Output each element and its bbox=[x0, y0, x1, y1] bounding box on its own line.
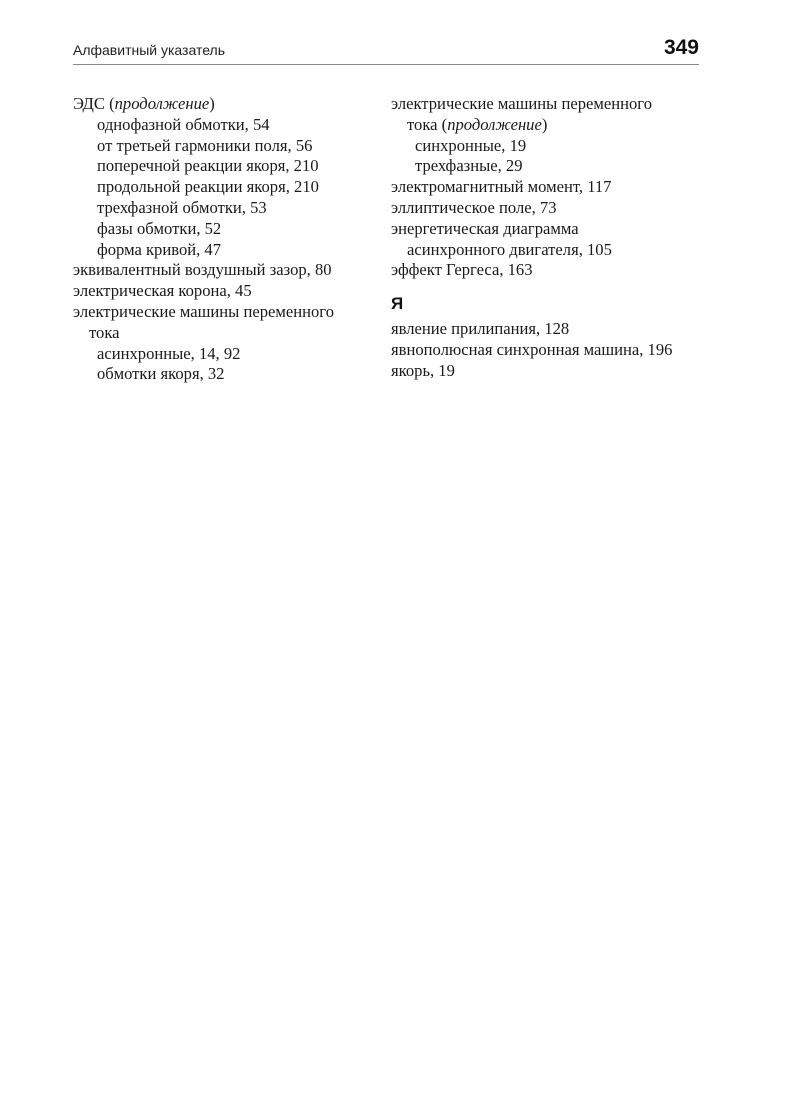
index-entry: якорь, 19 bbox=[391, 360, 455, 380]
index-entry: эквивалентный воздушный зазор, 80 bbox=[73, 260, 332, 280]
index-entry-continuation: асинхронного двигателя, 105 bbox=[407, 239, 612, 259]
index-subentry: поперечной реакции якоря, 210 bbox=[97, 156, 319, 176]
index-entry: явление прилипания, 128 bbox=[391, 319, 570, 339]
index-subentry: синхронные, 19 bbox=[415, 135, 527, 155]
continued-note: продолжение bbox=[447, 114, 542, 134]
index-column-left bbox=[73, 94, 373, 385]
entry-text: ЭДС ( bbox=[73, 94, 115, 113]
index-subentry: от третьей гармоники поля, 56 bbox=[97, 135, 313, 155]
index-subentry: асинхронные, 14, 92 bbox=[97, 343, 241, 363]
index-entry: электрические машины переменного bbox=[391, 94, 652, 113]
running-header bbox=[73, 36, 699, 65]
index-entry: эффект Гергеса, 163 bbox=[391, 260, 533, 280]
index-entry: электрические машины переменного bbox=[73, 301, 334, 321]
page-number: 349 bbox=[663, 36, 699, 59]
section-letter-heading: Я bbox=[391, 294, 404, 314]
index-entry-continuation: тока bbox=[89, 322, 120, 342]
index-entry: электрическая корона, 45 bbox=[73, 281, 252, 301]
continued-note: продолжение bbox=[114, 94, 210, 113]
index-entry: эллиптическое поле, 73 bbox=[391, 197, 557, 217]
index-subentry: трехфазной обмотки, 53 bbox=[97, 197, 267, 217]
index-subentry: продольной реакции якоря, 210 bbox=[97, 177, 319, 197]
index-subentry: форма кривой, 47 bbox=[97, 239, 222, 259]
index-subentry: трехфазные, 29 bbox=[415, 156, 523, 176]
index-subentry: фазы обмотки, 52 bbox=[97, 218, 222, 238]
index-column-right bbox=[391, 94, 711, 382]
header-title: Алфавитный указатель bbox=[73, 42, 225, 58]
entry-text: ) bbox=[541, 114, 548, 134]
index-subentry: однофазной обмотки, 54 bbox=[97, 114, 270, 134]
entry-text: ) bbox=[209, 94, 215, 113]
index-entry: электромагнитный момент, 117 bbox=[391, 177, 612, 197]
entry-text: тока ( bbox=[407, 114, 448, 134]
index-entry-eds bbox=[73, 94, 373, 115]
index-entry: явнополюсная синхронная машина, 196 bbox=[391, 339, 673, 359]
index-subentry: обмотки якоря, 32 bbox=[97, 364, 225, 384]
index-entry: энергетическая диаграмма bbox=[391, 218, 579, 238]
index-entry-continuation bbox=[391, 115, 711, 136]
